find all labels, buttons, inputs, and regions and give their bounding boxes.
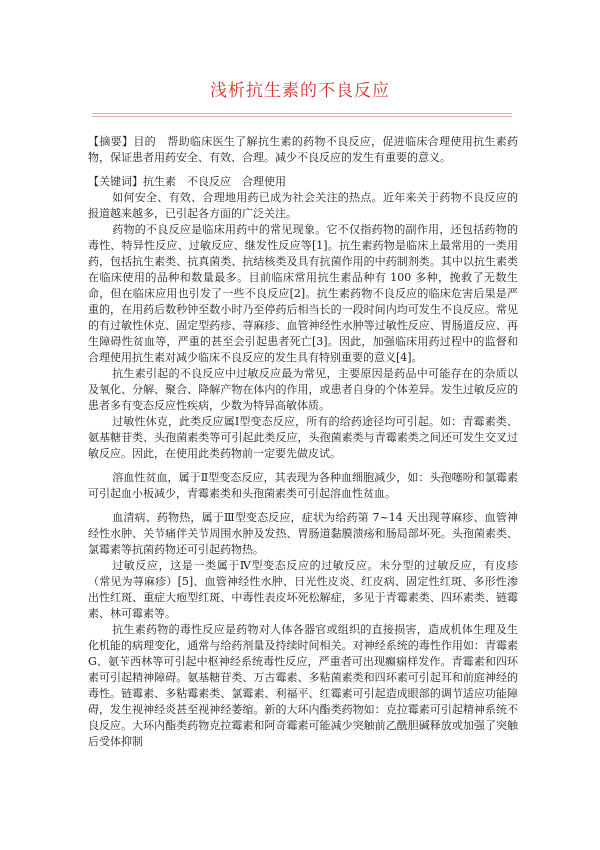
article-title: 浅析抗生素的不良反应	[210, 81, 390, 101]
body-paragraph: 血清病、药物热，属于Ⅲ型变态反应，症状为给药第 7~14 天出现荨麻疹、血管神经性水肿、关节痛伴关节周围水肿及发热、胃肠道黏膜溃疡和肠局部坏死。头孢菌素类、氯霉素等抗菌药物还可引起药物热。	[88, 511, 518, 556]
abstract	[88, 134, 518, 166]
title-divider-bottom	[92, 116, 512, 117]
body-paragraph: 药物的不良反应是临床用药中的常见现象。它不仅指药物的副作用，还包括药物的毒性、特异性反应、过敏反应、继发性反应等[1]。抗生素药物是临床上最常用的一类用药，包括抗生素类、抗真菌类、抗结核类及具有抗菌作用的中药制剂类。其中以抗生素类在临床使用的品种和数量最多。目前临床常用抗生素品种有 100 多种，挽救了无数生命，但在临床应用也引发了一些不良反应[2]。抗生素药物不良反应的临床危害后果是严重的，在用药后数秒钟至数小时乃至停药后相当长的一段时间内均可发生不良反应。常见的有过敏性休克、固定型药疹、荨麻疹、血管神经性水肿等过敏性反应、胃肠道反应、再生障碍性贫血等，严重的甚至会引起患者死亡[3]。因此，加强临床用药过程中的监督和合理使用抗生素对减少临床不良反应的发生具有特别重要的意义[4]。	[88, 223, 518, 364]
article-body	[88, 134, 518, 750]
body-paragraph: 抗生素引起的不良反应中过敏反应最为常见，主要原因是药品中可能存在的杂质以及氧化、分解、聚合、降解产物在体内的作用，或患者自身的个体差异。发生过敏反应的患者多有变态反应性疾病，少数为特异高敏体质。	[88, 367, 518, 412]
abstract-label: 【摘要】	[88, 135, 134, 148]
body-paragraph: 过敏反应，这是一类属于Ⅳ型变态反应的过敏反应。未分型的过敏反应，有皮疹（常见为荨麻疹）[5]、血管神经性水肿、日光性皮炎、红皮病、固定性红斑、多形性渗出性红斑、重症大疱型红斑、中毒性表皮坏死松解症，多见于青霉素类、四环素类、链霉素、林可霉素等。	[88, 559, 518, 620]
body-paragraph: 过敏性休克，此类反应属Ⅰ型变态反应，所有的给药途径均可引起。如：青霉素类、氨基糖苷类、头孢菌素类等可引起此类反应，头孢菌素类与青霉素类之间还可发生交叉过敏反应。因此，在使用此类药物前一定要先做皮试。	[88, 415, 518, 460]
keywords	[88, 174, 518, 190]
body-paragraph: 溶血性贫血，属于Ⅱ型变态反应，其表现为各种血细胞减少，如：头孢噻吩和氯霉素可引起血小板减少，青霉素类和头孢菌素类可引起溶血性贫血。	[88, 471, 518, 500]
abstract-text: 目的 帮助临床医生了解抗生素的药物不良反应，促进临床合理使用抗生素药物，保证患者用药安全、有效、合理。减少不良反应的发生有重要的意义。	[88, 135, 519, 164]
keywords-text: 抗生素 不良反应 合理使用	[143, 175, 286, 188]
keywords-label: 【关键词】	[88, 175, 143, 188]
body-paragraph: 如何安全、有效、合理地用药已成为社会关注的热点。近年来关于药物不良反应的报道越来越多，已引起各方面的广泛关注。	[88, 191, 518, 220]
title-divider-top	[92, 113, 512, 114]
body-paragraph: 抗生素药物的毒性反应是药物对人体各器官或组织的直接损害，造成机体生理及生化机能的病理变化，通常与给药剂量及持续时间相关。对神经系统的毒性作用如：青霉素 G、氨苄西林等可引起中枢神经系统毒性反应，严重者可出现癫痫样发作。青霉素和四环素可引起精神障碍。氨基糖苷类、万古霉素、多粘菌素类和四环素可引起耳和前庭神经的毒性。链霉素、多粘霉素类、氯霉素、利福平、红霉素可引起造成眼部的调节适应功能障碍，发生视神经炎甚至视神经萎缩。新的大环内酯类药物如：克拉霉素可引起精神系统不良反应。大环内酯类药物克拉霉素和阿奇霉素可能减少突触前乙酰胆碱释放或加强了突触后受体抑制	[88, 623, 518, 748]
